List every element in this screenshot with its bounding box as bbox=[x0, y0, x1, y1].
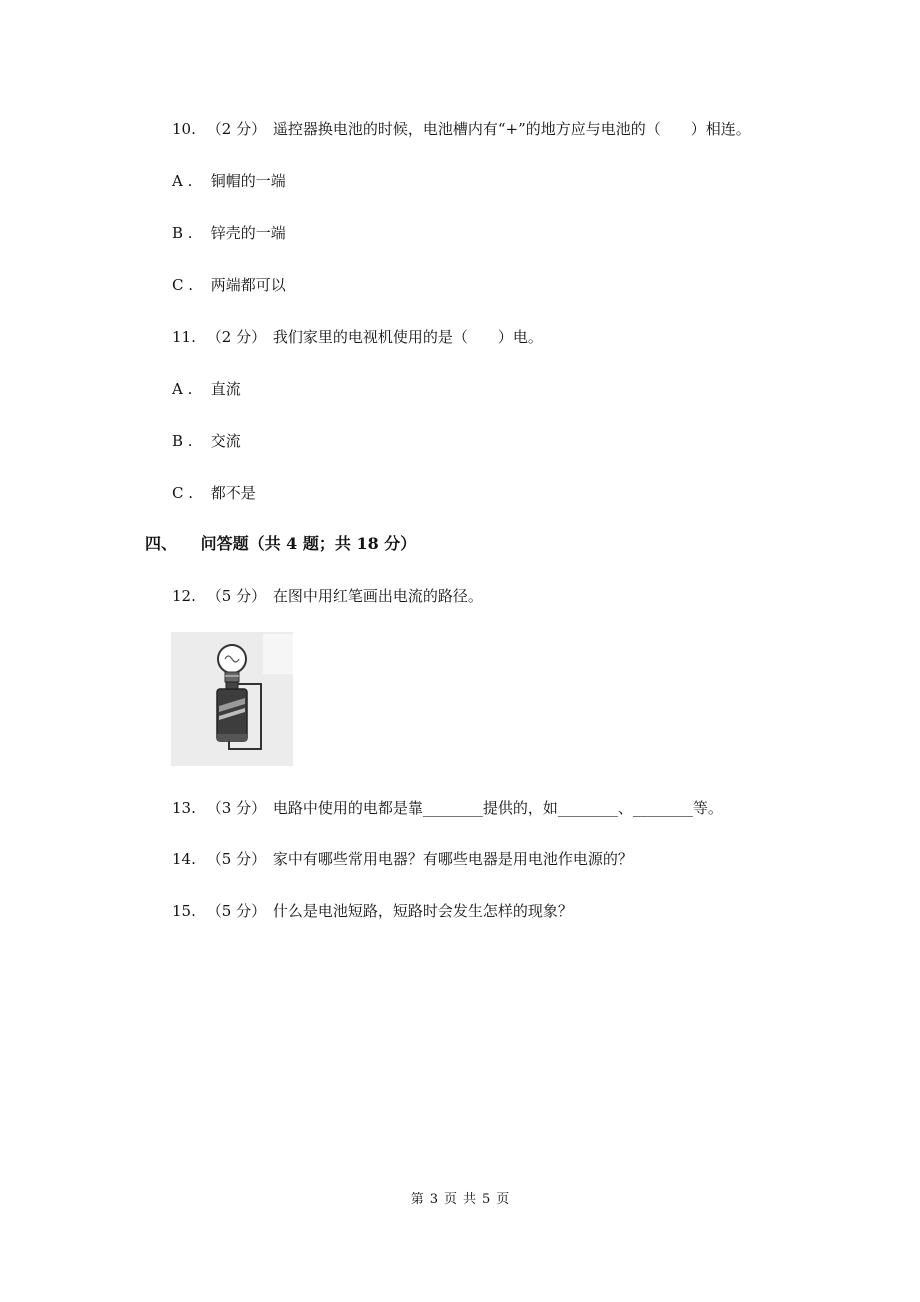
question-13 bbox=[172, 798, 723, 818]
question-text: 我们家里的电视机使用的是（ ）电。 bbox=[272, 328, 543, 346]
question-text: 家中有哪些常用电器？有哪些电器是用电池作电源的？ bbox=[272, 850, 633, 868]
option-letter: C . bbox=[172, 276, 194, 294]
option-letter: A . bbox=[172, 172, 193, 190]
footer-page-unit: 页 bbox=[443, 1192, 457, 1207]
question-text: 遥控器换电池的时候，电池槽内有“+”的地方应与电池的（ ）相连。 bbox=[272, 120, 751, 138]
option-text: 两端都可以 bbox=[210, 276, 286, 294]
question-score: （5 分） bbox=[206, 587, 267, 605]
question-11 bbox=[172, 327, 543, 347]
option-letter: B . bbox=[172, 224, 193, 242]
question-text: 电路中使用的电都是靠________提供的，如________、________等。 bbox=[272, 799, 723, 817]
option-text: 铜帽的一端 bbox=[210, 172, 286, 190]
option-10-c[interactable] bbox=[172, 275, 286, 295]
section-number: 四、 bbox=[145, 534, 178, 553]
circuit-figure bbox=[171, 632, 293, 766]
question-text: 什么是电池短路，短路时会发生怎样的现象？ bbox=[272, 902, 573, 920]
question-number: 15. bbox=[172, 902, 196, 920]
question-score: （5 分） bbox=[206, 850, 267, 868]
option-letter: B . bbox=[172, 432, 193, 450]
question-score: （2 分） bbox=[206, 328, 267, 346]
question-number: 11. bbox=[172, 328, 196, 346]
question-text: 在图中用红笔画出电流的路径。 bbox=[272, 587, 483, 605]
option-text: 直流 bbox=[210, 380, 241, 398]
page-footer bbox=[0, 1191, 920, 1209]
question-score: （3 分） bbox=[206, 799, 267, 817]
footer-total-label: 共 bbox=[463, 1192, 477, 1207]
option-letter: A . bbox=[172, 380, 193, 398]
question-number: 14. bbox=[172, 850, 196, 868]
circuit-illustration bbox=[171, 632, 293, 766]
section-heading bbox=[145, 533, 416, 555]
question-14 bbox=[172, 849, 633, 869]
option-10-b[interactable] bbox=[172, 223, 286, 243]
question-score: （5 分） bbox=[206, 902, 267, 920]
option-11-a[interactable] bbox=[172, 379, 241, 399]
option-11-b[interactable] bbox=[172, 431, 241, 451]
question-score: （2 分） bbox=[206, 120, 267, 138]
footer-page-total: 5 bbox=[482, 1192, 491, 1207]
figure-background-light bbox=[263, 634, 293, 674]
option-10-a[interactable] bbox=[172, 171, 286, 191]
question-number: 12. bbox=[172, 587, 196, 605]
footer-page-label: 第 bbox=[410, 1192, 424, 1207]
battery-bottom-band bbox=[217, 734, 247, 741]
question-15 bbox=[172, 901, 573, 921]
question-number: 10. bbox=[172, 120, 196, 138]
option-11-c[interactable] bbox=[172, 483, 256, 503]
option-text: 锌壳的一端 bbox=[210, 224, 286, 242]
option-letter: C . bbox=[172, 484, 194, 502]
footer-page-current: 3 bbox=[429, 1192, 438, 1207]
question-10 bbox=[172, 119, 751, 139]
question-number: 13. bbox=[172, 799, 196, 817]
option-text: 交流 bbox=[210, 432, 241, 450]
question-12 bbox=[172, 586, 483, 606]
section-title-text: 问答题（共 4 题；共 18 分） bbox=[200, 534, 417, 553]
footer-total-unit: 页 bbox=[496, 1192, 510, 1207]
option-text: 都不是 bbox=[210, 484, 256, 502]
bulb-socket bbox=[225, 672, 239, 682]
